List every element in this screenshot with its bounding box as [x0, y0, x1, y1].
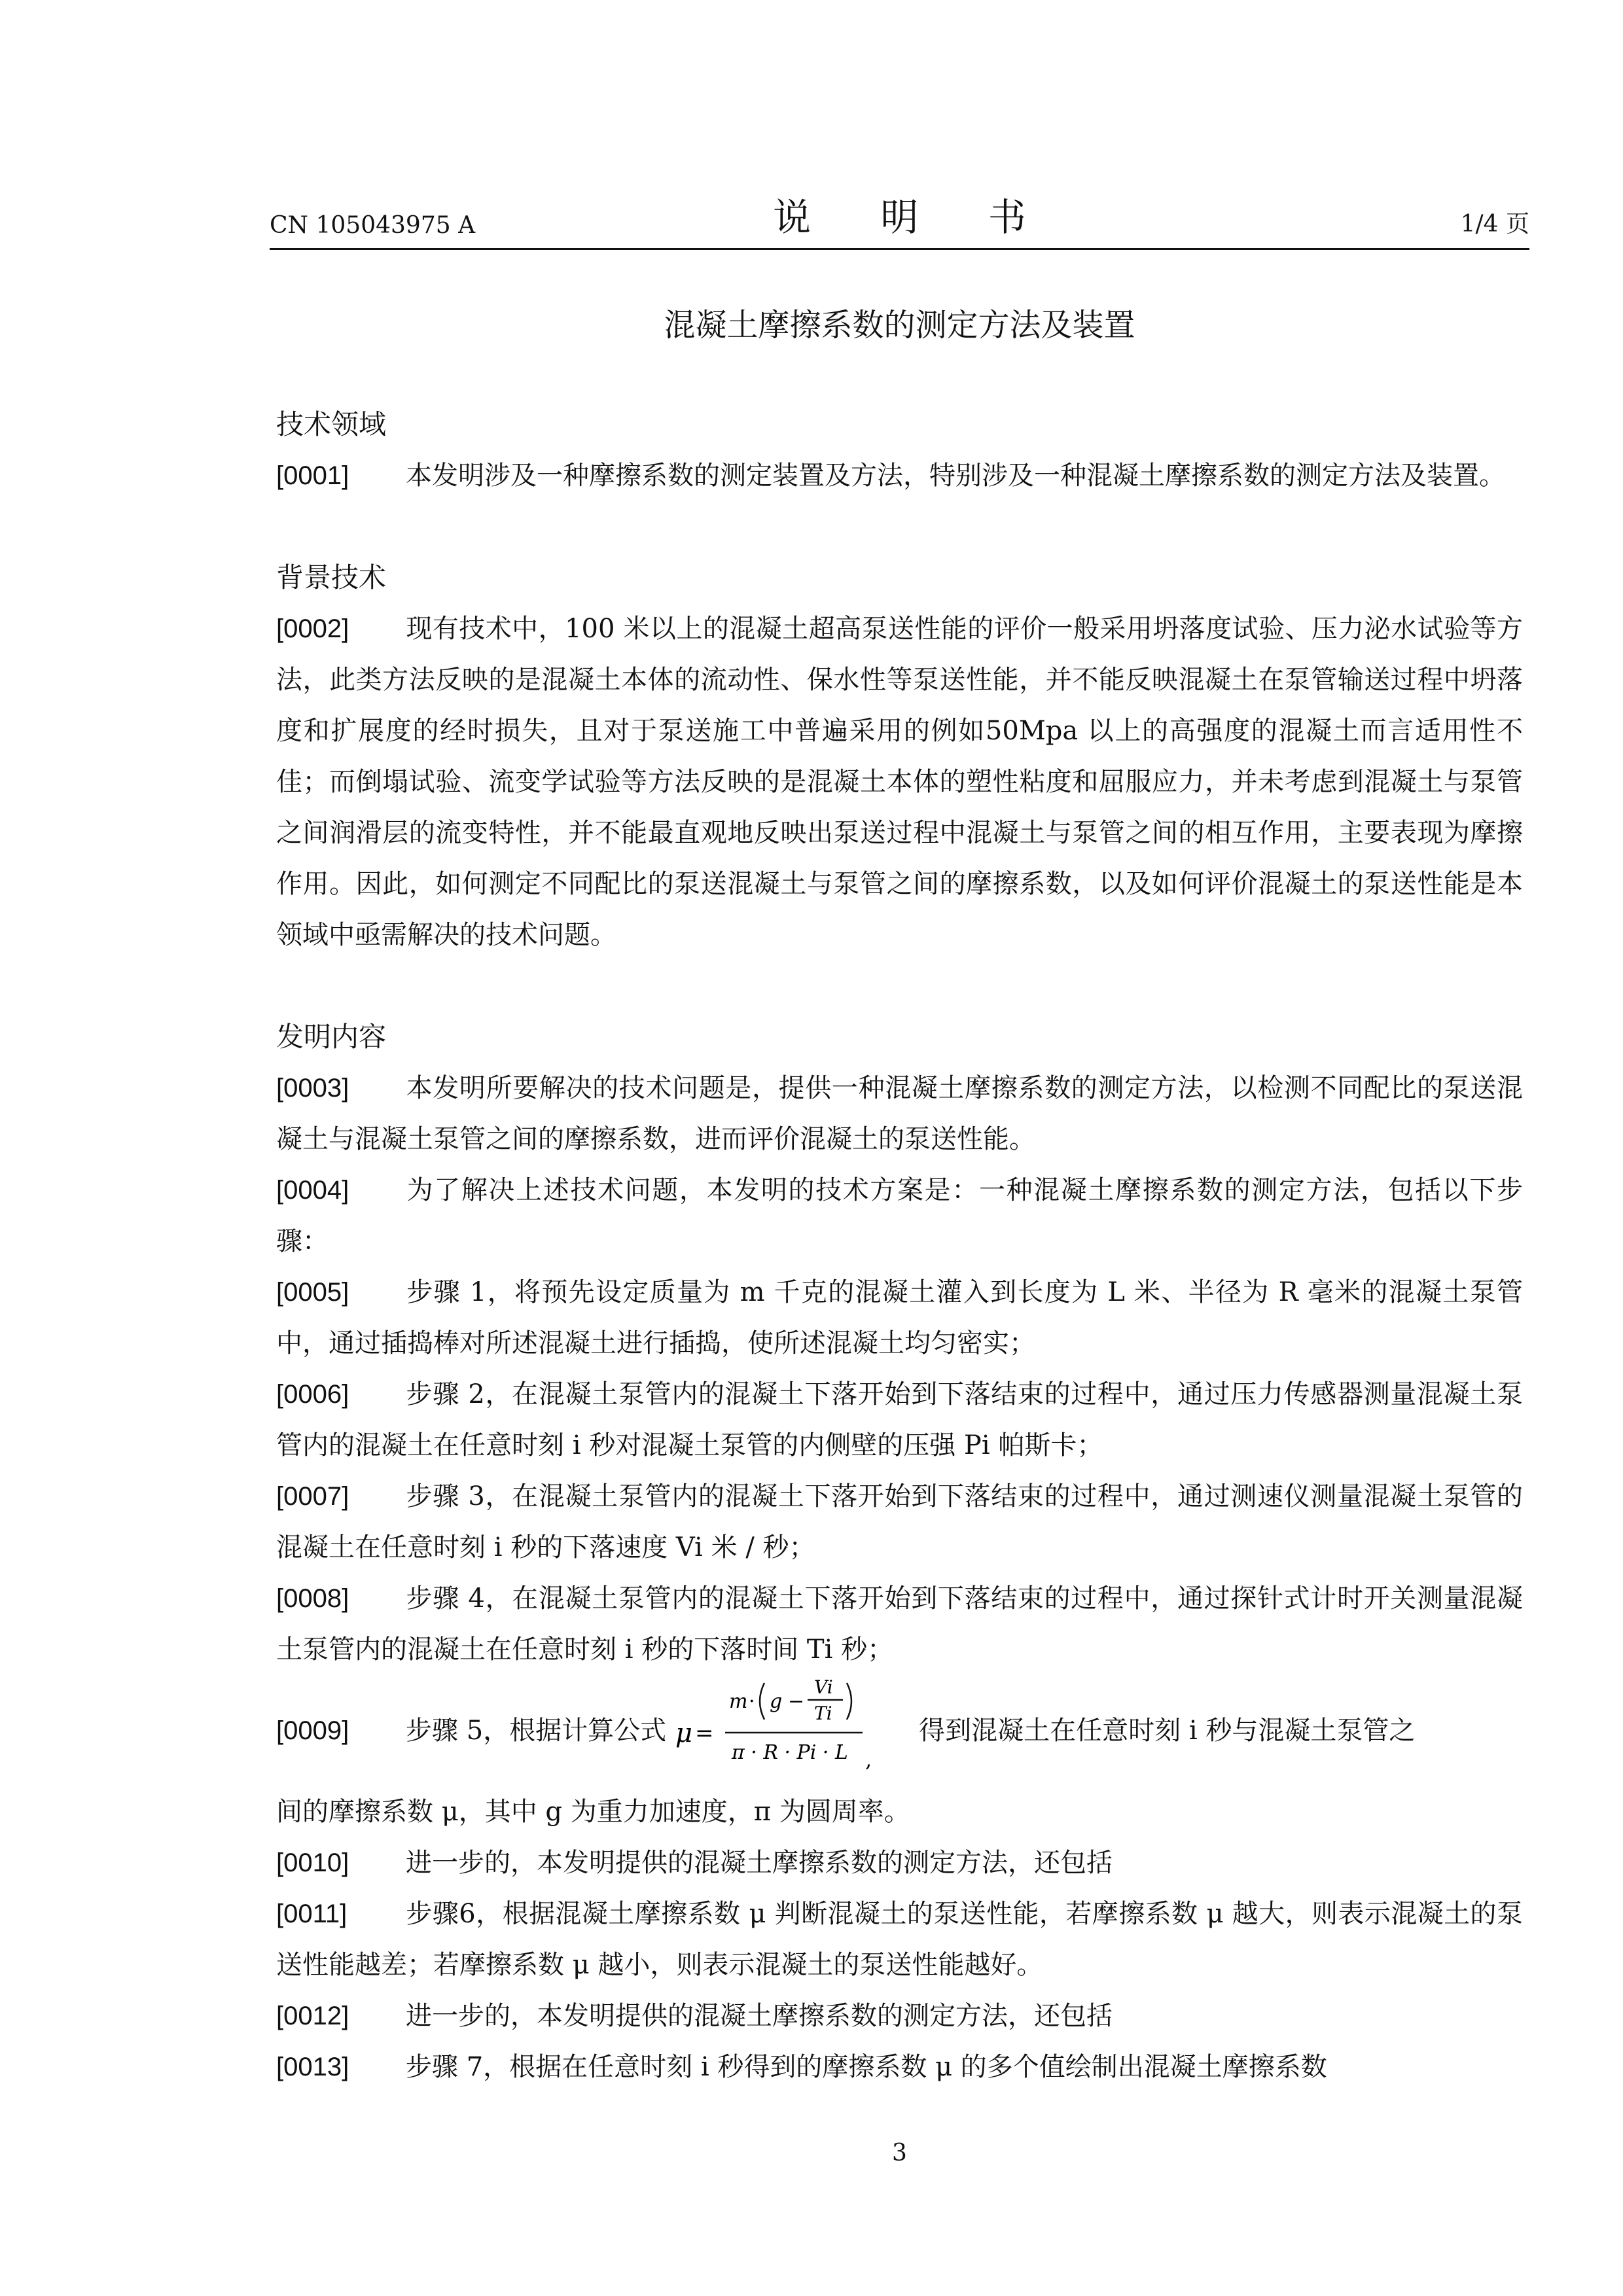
section-heading-tech-field: 技术领域 [276, 408, 387, 440]
paragraph-number: [0002] [276, 614, 349, 643]
paragraph-text-after-formula: 得到混凝土在任意时刻 i 秒与混凝土泵管之 [919, 1716, 1416, 1746]
formula-denominator: π · R · Pi · L [732, 1741, 849, 1764]
paragraph-number: [0006] [276, 1380, 349, 1409]
paragraph-text: 步骤 2，在混凝土泵管内的混凝土下落开始到下落结束的过程中，通过压力传感器测量混凝土泵管内的混凝土在任意时刻 i 秒对混凝土泵管的内侧壁的压强 Pi 帕斯卡； [276, 1379, 1523, 1460]
paragraph-text: 步骤 4，在混凝土泵管内的混凝土下落开始到下落结束的过程中，通过探针式计时开关测量混凝土泵管内的混凝土在任意时刻 i 秒的下落时间 Ti 秒； [276, 1583, 1523, 1665]
section-heading-background: 背景技术 [276, 561, 387, 593]
paragraph-0002 [276, 603, 1523, 961]
document-body [276, 399, 1523, 2093]
paragraph-0008 [276, 1573, 1523, 1675]
paragraph-0004 [276, 1165, 1523, 1267]
formula-trailing-comma: , [865, 1747, 872, 1772]
paragraph-text-before-formula: 步骤 5，根据计算公式 [406, 1716, 667, 1746]
paragraph-text: 步骤 1，将预先设定质量为 m 千克的混凝土灌入到长度为 L 米、半径为 R 毫米的混凝土泵管中，通过插捣棒对所述混凝土进行插捣，使所述混凝土均匀密实； [276, 1277, 1523, 1358]
formula-num-minus: − [788, 1690, 805, 1713]
friction-formula [671, 1675, 914, 1786]
spacer [276, 501, 1523, 552]
paragraph-text: 本发明涉及一种摩擦系数的测定装置及方法，特别涉及一种混凝土摩擦系数的测定方法及装置。 [406, 461, 1505, 491]
paragraph-number: [0009] [276, 1716, 349, 1745]
paragraph-0007 [276, 1471, 1523, 1573]
paragraph-0010 [276, 1837, 1523, 1888]
paragraph-number: [0005] [276, 1278, 349, 1307]
paragraph-number: [0003] [276, 1074, 349, 1103]
paragraph-text: 为了解决上述技术问题，本发明的技术方案是：一种混凝土摩擦系数的测定方法，包括以下步骤： [276, 1175, 1523, 1256]
page-info: 1/4 页 [1460, 211, 1529, 238]
paragraph-0009 [276, 1675, 1523, 1786]
formula-left-paren [760, 1683, 764, 1720]
paragraph-0003 [276, 1063, 1523, 1165]
paragraph-0009-continued: 间的摩擦系数 μ，其中 g 为重力加速度，π 为圆周率。 [276, 1797, 910, 1827]
formula-num-m: m [729, 1690, 748, 1713]
page-title: 混凝土摩擦系数的测定方法及装置 [664, 307, 1135, 344]
paragraph-text: 进一步的，本发明提供的混凝土摩擦系数的测定方法，还包括 [406, 1848, 1113, 1878]
page-header [270, 186, 1529, 250]
paragraph-number: [0007] [276, 1482, 349, 1511]
paragraph-number: [0012] [276, 2002, 349, 2030]
paragraph-number: [0001] [276, 461, 349, 490]
formula-frac-ti: Ti [814, 1703, 832, 1724]
formula-frac-vi: Vi [814, 1676, 833, 1698]
doc-type: 说 明 书 [773, 195, 1055, 239]
page-number: 3 [892, 2140, 907, 2166]
paragraph-number: [0008] [276, 1584, 349, 1613]
paragraph-0011 [276, 1888, 1523, 1990]
formula-equals: = [695, 1720, 714, 1746]
doc-number: CN 105043975 A [270, 212, 476, 239]
paragraph-number: [0013] [276, 2053, 349, 2081]
paragraph-text: 步骤6，根据混凝土摩擦系数 μ 判断混凝土的泵送性能，若摩擦系数 μ 越大，则表示混凝土的泵送性能越差；若摩擦系数 μ 越小，则表示混凝土的泵送性能越好。 [276, 1899, 1523, 1980]
paragraph-number: [0004] [276, 1176, 349, 1205]
formula-right-paren [847, 1683, 851, 1720]
formula-num-dot: · [749, 1690, 755, 1713]
paragraph-text: 进一步的，本发明提供的混凝土摩擦系数的测定方法，还包括 [406, 2001, 1113, 2031]
paragraph-text: 步骤 3，在混凝土泵管内的混凝土下落开始到下落结束的过程中，通过测速仪测量混凝土泵管的混凝土在任意时刻 i 秒的下落速度 Vi 米 / 秒； [276, 1481, 1523, 1563]
paragraph-0006 [276, 1369, 1523, 1471]
paragraph-0013 [276, 2041, 1523, 2093]
formula-lhs: μ [675, 1718, 693, 1748]
section-heading-summary: 发明内容 [276, 1021, 387, 1053]
paragraph-text: 步骤 7，根据在任意时刻 i 秒得到的摩擦系数 μ 的多个值绘制出混凝土摩擦系数 [406, 2052, 1327, 2082]
paragraph-number: [0010] [276, 1848, 349, 1877]
paragraph-text: 现有技术中，100 米以上的混凝土超高泵送性能的评价一般采用坍落度试验、压力泌水试验等方法，此类方法反映的是混凝土本体的流动性、保水性等泵送性能，并不能反映混凝土在泵管输送过程中坍落度和扩展度的经时损失，且对于泵送施工中普遍采用的例如50Mpa 以上的高强度的混凝土而言适用性不佳；而倒塌试验、流变学试验等方法反映的是混凝土本体的塑性粘度和屈服应力，并未考虑到混凝土与泵管之间润滑层的流变特性，并不能最直观地反映出泵送过程中混凝土与泵管之间的相互作用，主要表现为摩擦作用。因此，如何测定不同配比的泵送混凝土与泵管之间的摩擦系数，以及如何评价混凝土的泵送性能是本领域中亟需解决的技术问题。 [276, 614, 1523, 950]
spacer [276, 961, 1523, 1012]
paragraph-number: [0011] [276, 1899, 348, 1928]
paragraph-0001 [276, 450, 1523, 501]
formula-num-g: g [770, 1690, 783, 1713]
paragraph-0012 [276, 1990, 1523, 2041]
paragraph-text: 本发明所要解决的技术问题是，提供一种混凝土摩擦系数的测定方法，以检测不同配比的泵送混凝土与混凝土泵管之间的摩擦系数，进而评价混凝土的泵送性能。 [276, 1073, 1523, 1154]
paragraph-0005 [276, 1267, 1523, 1369]
